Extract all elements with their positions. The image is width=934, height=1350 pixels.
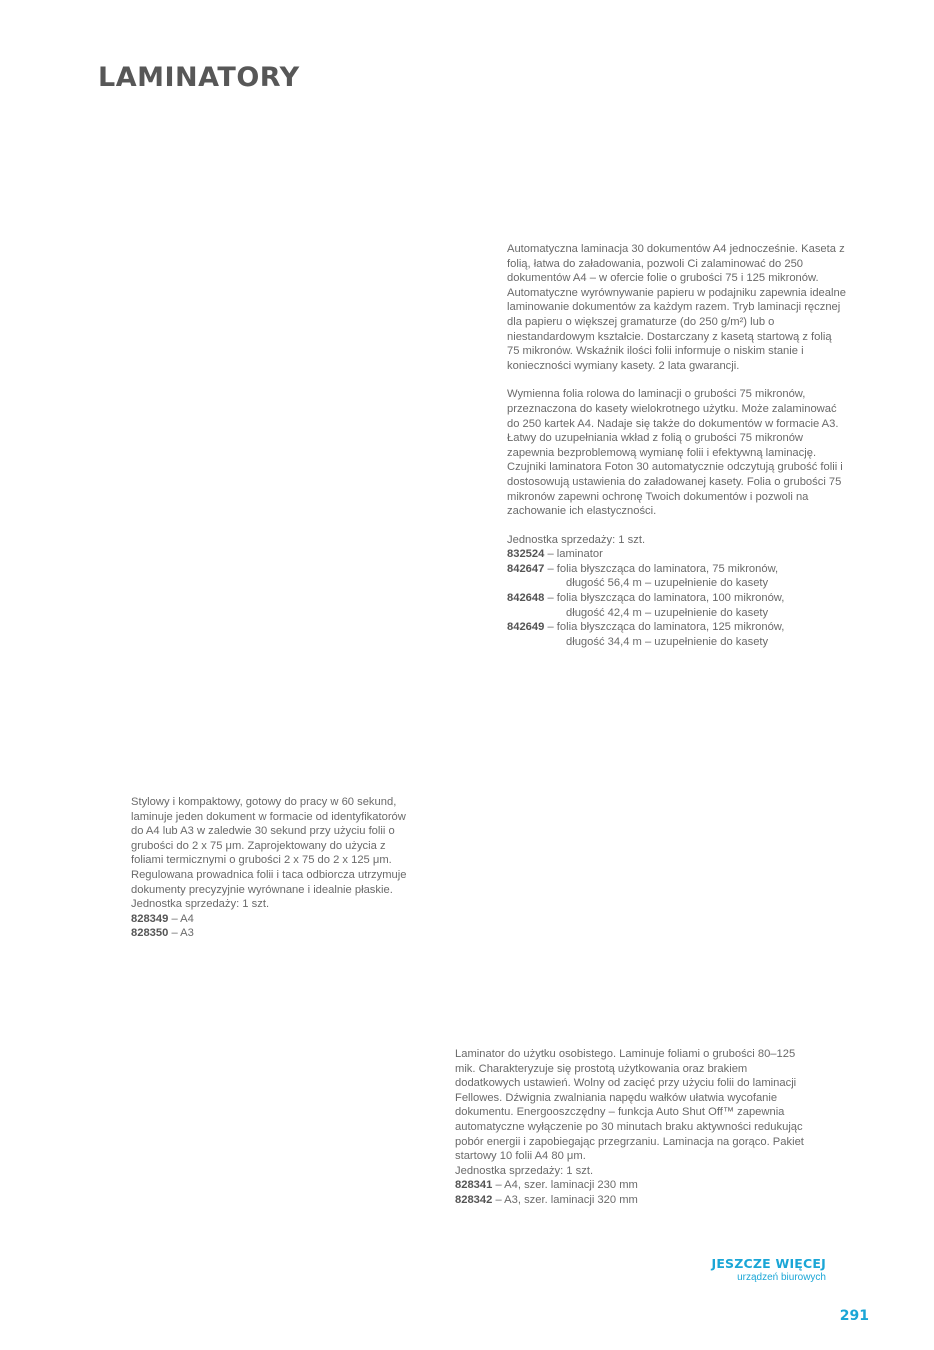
sales-unit: Jednostka sprzedaży: 1 szt. [507,533,646,546]
product-paragraph: Automatyczna laminacja 30 dokumentów A4 jednocześnie. Kaseta z folią, łatwa do załadowania, pozwoli Ci zalaminować do 250 dokumentów A4 – w ofercie folie o grubości 75 i 125 mikronów. Automatyczne wyrównywanie papieru w podajniku zapewnia idealne laminowanie dokumentów za każdym razem. Tryb laminacji ręcznej dla papieru o większej gramaturze (do 250 g/m²) lub o niestandardowym kształcie. Dostarczany z kasetą startową z folią 75 mikronów. Wskaźnik ilości folii informuje o niskim stanie i konieczności wymiany kasety. 2 lata gwarancji. [507,243,846,372]
product-code-desc: – A4, szer. laminacji 230 mm [492,1179,638,1192]
product-code-desc-continued: długość 56,4 m – uzupełnienie do kasety [566,577,769,590]
product-code-desc: – A4 [168,912,194,925]
product-paragraph: Wymienna folia rolowa do laminacji o grubości 75 mikronów, przeznaczona do kasety wielokrotnego użytku. Może zalaminować do 250 kartek A4. Nadaje się także do dokumentów w formacie A3. Łatwy do uzupełniania wkład z folią o grubości 75 mikronów zapewnia bezproblemową wymianę folii i efektywną laminację. Czujniki laminatora Foton 30 automatycznie odczytują grubość folii i dostosowują ustawienia do załadowanej kasety. Folia o grubości 75 mikronów zapewni ochronę Twoich dokumentów i pozwoli na zachowanie ich elastyczności. [507,388,843,518]
product-code: 842647 [507,562,545,575]
sales-unit: Jednostka sprzedaży: 1 szt. [455,1164,594,1177]
product-description-foton [507,242,847,649]
product-paragraph: Laminator do użytku osobistego. Laminuje foliami o grubości 80–125 mik. Charakteryzuje się prostotą użytkowania oraz brakiem dodatkowych ustawień. Wolny od zacięć przy użyciu folii do laminacji Fellowes. Dźwignia zwalniania napędu wałków ułatwia wycofanie dokumentu. Energooszczędny – funkcja Auto Shut Off™ zapewnia automatyczne wyłączenie po 30 minutach braku aktywności redukując pobór energii i zapobiegając przegrzaniu. Laminacja na gorąco. Pakiet startowy 10 folii A4 80 μm. [455,1048,804,1163]
product-code: 828342 [455,1193,493,1206]
product-code-desc: – folia błyszcząca do laminatora, 100 mikronów, [544,592,785,605]
product-code-row [507,591,847,606]
product-code-row [131,912,411,927]
product-code-row [455,1193,805,1208]
product-code: 832524 [507,548,545,561]
page-title: LAMINATORY [98,62,300,93]
product-code-desc-continued: długość 34,4 m – uzupełnienie do kasety [566,635,769,648]
product-code-row [455,1178,805,1193]
product-code-row [507,547,847,562]
product-description-compact [131,795,411,941]
product-code: 828349 [131,912,169,925]
product-code-desc: – A3, szer. laminacji 320 mm [492,1193,638,1206]
product-code-desc-continued: długość 42,4 m – uzupełnienie do kasety [566,606,769,619]
product-code-desc: – folia błyszcząca do laminatora, 125 mikronów, [544,621,785,634]
product-description-personal [455,1047,805,1208]
product-code-row [131,926,411,941]
more-devices-subtitle: urządzeń biurowych [737,1272,826,1283]
product-code-desc: – A3 [168,927,194,940]
product-code-desc: – folia błyszcząca do laminatora, 75 mikronów, [544,562,779,575]
product-code: 828341 [455,1179,493,1192]
more-devices-link[interactable] [711,1256,826,1283]
page-number: 291 [839,1308,869,1324]
product-code: 842649 [507,621,545,634]
product-code-row [507,562,847,577]
more-devices-title: JESZCZE WIĘCEJ [711,1256,826,1271]
product-code-row [507,620,847,635]
product-code-desc: – laminator [544,548,603,561]
product-code: 828350 [131,927,169,940]
product-paragraph: Stylowy i kompaktowy, gotowy do pracy w 60 sekund, laminuje jeden dokument w formacie od identyfikatorów do A4 lub A3 w zaledwie 30 sekund przy użyciu folii o grubości do 2 x 75 μm. Zaprojektowany do użycia z foliami termicznymi o grubości 2 x 75 do 2 x 125 μm. Regulowana prowadnica folii i taca odbiorcza utrzymuje dokumenty precyzyjnie wyrównane i idealnie płaskie. [131,796,407,896]
product-code: 842648 [507,592,545,605]
sales-unit: Jednostka sprzedaży: 1 szt. [131,898,270,911]
